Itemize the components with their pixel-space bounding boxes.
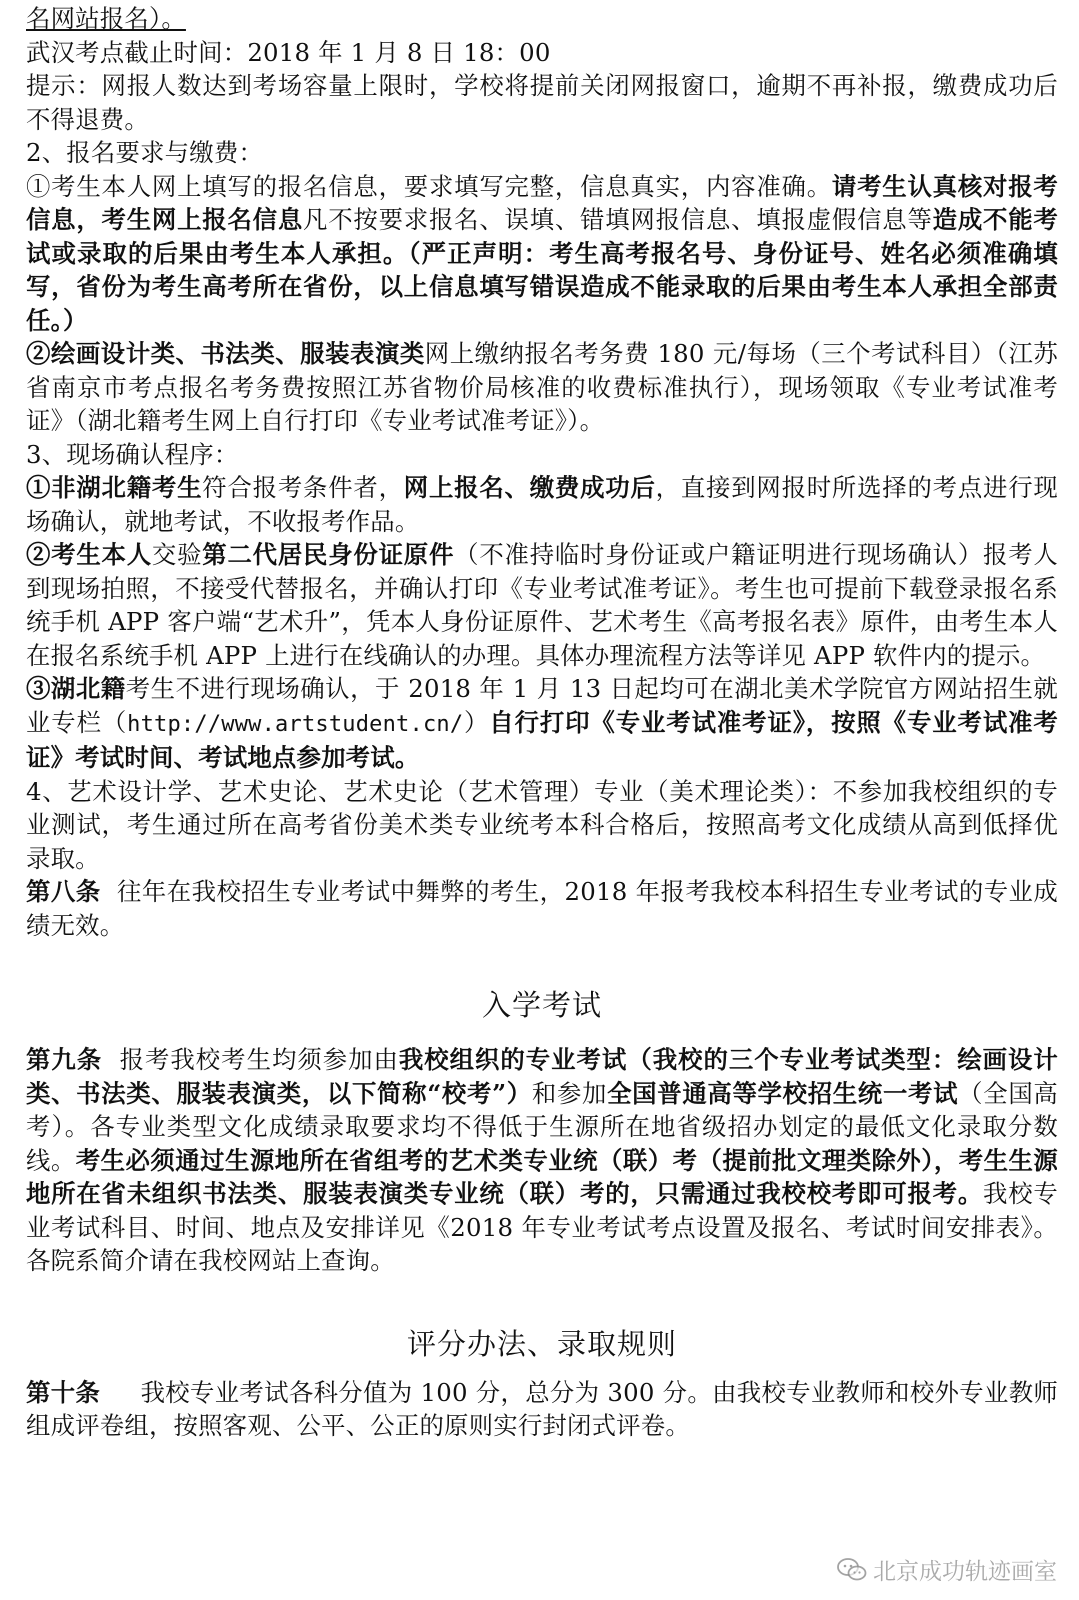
item-3-2: ②考生本人交验第二代居民身份证原件（不准持临时身份证或户籍证明进行现场确认）报考人到现场拍照，不接受代替报名，并确认打印《专业考试准考证》。考生也可提前下载登录报名系统手机 APP 客户端“艺术升”，凭本人身份证原件、艺术考生《高考报名表》原件，由考生本人在报名系统手机 APP 上进行在线确认的办理。具体办理流程方法等详见 APP 软件内的提示。: [26, 540, 1058, 670]
watermark-text: 北京成功轨迹画室: [873, 1559, 1057, 1585]
item-2-2: ②绘画设计类、书法类、服装表演类网上缴纳报名考务费 180 元/每场（三个考试科目）（江苏省南京市考点报名考务费按照江苏省物价局核准的收费标准执行），现场领取《专业考试准考证》（湖北籍考生网上自行打印《专业考试准考证》）。: [26, 339, 1058, 435]
section-3-title: 3、现场确认程序：: [26, 439, 239, 469]
document-page: [26, 2, 1058, 1443]
heading-scoring-admission: 评分办法、录取规则: [406, 1326, 677, 1361]
article-10: 第十条 我校专业考试各科分值为 100 分，总分为 300 分。由我校专业教师和校外专业教师组成评卷组，按照客观、公平、公正的原则实行封闭式评卷。: [26, 1377, 1058, 1440]
heading-entrance-exam: 入学考试: [481, 988, 602, 1022]
article-8: 第八条 往年在我校招生专业考试中舞弊的考生，2018 年报考我校本科招生专业考试的专业成绩无效。: [26, 877, 1059, 940]
article-10-label: 第十条: [26, 1377, 101, 1407]
section-4: 4、艺术设计学、艺术史论、艺术史论（艺术管理）专业（美术理论类）：不参加我校组织的专业测试，考生通过所在高考省份美术类专业统考本科合格后，按照高考文化成绩从高到低择优录取。: [26, 776, 1058, 873]
line-registration-end: 名网站报名）。: [26, 4, 186, 33]
line-wuhan-deadline: 武汉考点截止时间：2018 年 1 月 8 日 18：00: [26, 37, 551, 67]
watermark: [837, 1553, 1057, 1586]
article-9: 第九条 报考我校考生均须参加由我校组织的专业考试（我校的三个专业考试类型：绘画设计类、书法类、服装表演类，以下简称“校考”）和参加全国普通高等学校招生统一考试（全国高考）。各专业类型文化成绩录取要求均不得低于生源所在地省级招办划定的最低文化录取分数线。考生必须通过生源地所在省组考的艺术类专业统（联）考（提前批文理类除外），考生生源地所在省未组织书法类、服装表演类专业统（联）考的，只需通过我校校考即可报考。我校专业考试科目、时间、地点及安排详见《2018 年专业考试考点设置及报名、考试时间安排表》。各院系简介请在我校网站上查询。: [26, 1045, 1059, 1275]
wechat-icon: [837, 1557, 867, 1583]
line-tip: 提示：网报人数达到考场容量上限时，学校将提前关闭网报窗口，逾期不再补报，缴费成功后不得退费。: [26, 71, 1058, 134]
article-9-label: 第九条: [26, 1045, 103, 1074]
article-8-label: 第八条: [26, 877, 101, 906]
item-3-1: ①非湖北籍考生符合报考条件者，网上报名、缴费成功后，直接到网报时所选择的考点进行现场确认，就地考试，不收报考作品。: [26, 473, 1058, 536]
item-3-3: ③湖北籍考生不进行现场确认，于 2018 年 1 月 13 日起均可在湖北美术学院官方网站招生就业专栏（http://www.artstudent.cn/）自行打印《专业考试准考证》，按照《专业考试准考证》考试时间、考试地点参加考试。: [26, 674, 1058, 772]
section-2-title: 2、报名要求与缴费：: [26, 138, 264, 167]
artstudent-url: http://www.artstudent.cn/: [127, 711, 464, 737]
item-2-1: ①考生本人网上填写的报名信息，要求填写完整，信息真实，内容准确。请考生认真核对报考信息，考生网上报名信息凡不按要求报名、误填、错填网报信息、填报虚假信息等造成不能考试或录取的后果由考生本人承担。（严正声明：考生高考报名号、身份证号、姓名必须准确填写，省份为考生高考所在省份，以上信息填写错误造成不能录取的后果由考生本人承担全部责任。）: [26, 171, 1058, 335]
